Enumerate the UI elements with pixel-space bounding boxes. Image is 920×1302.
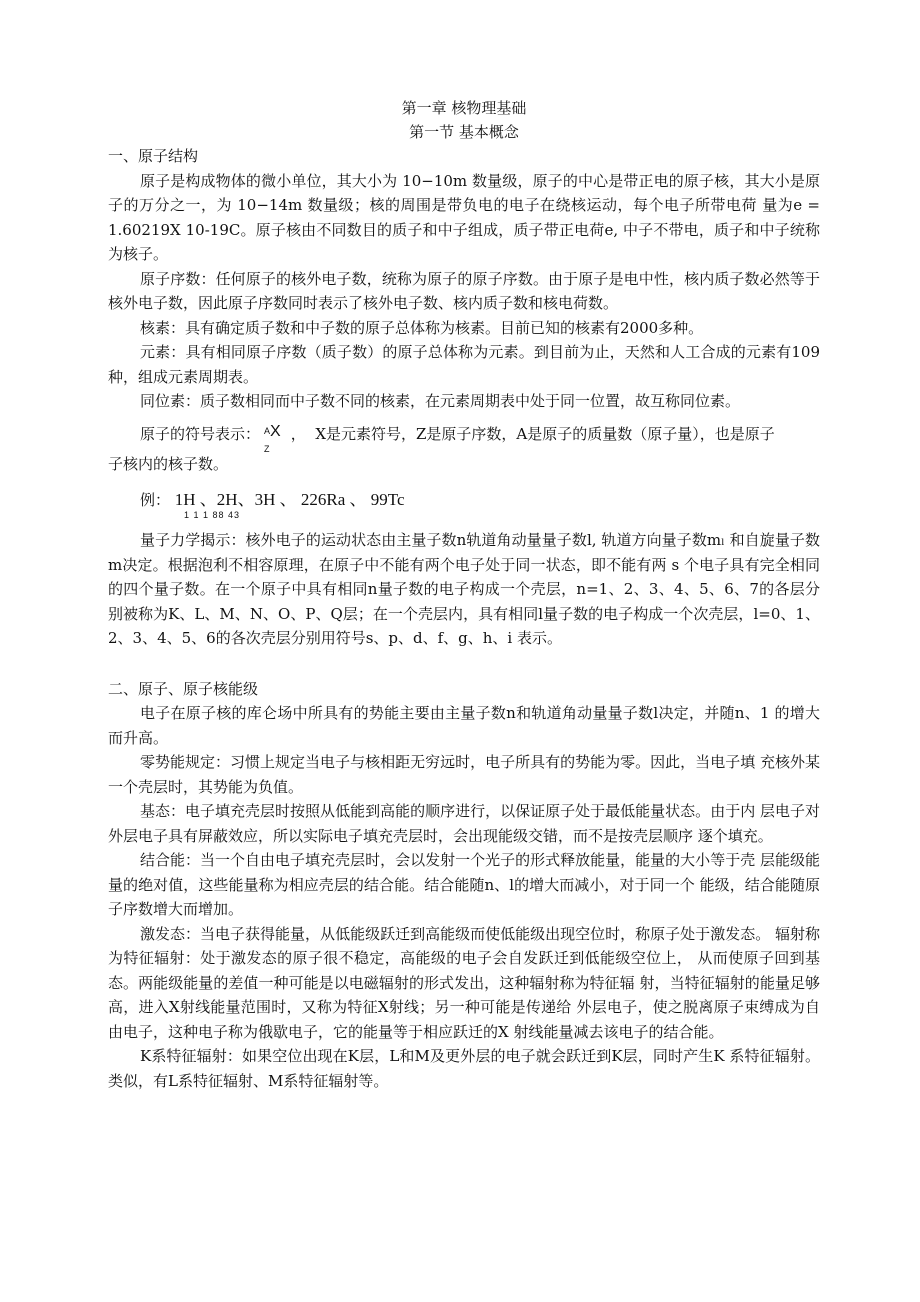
example-prefix: 例： bbox=[140, 491, 175, 509]
paragraph-binding-energy: 结合能：当一个自由电子填充壳层时，会以发射一个光子的形式释放能量，能量的大小等于壳 层能级能量的绝对值，这些能量称为相应壳层的结合能。结合能随n、l的增大而减小，对于同一个 能级，结合能随原子序数增大而增加。 bbox=[108, 851, 820, 918]
mass-number-label: A bbox=[264, 425, 271, 436]
heading-atomic-structure: 一、原子结构 bbox=[108, 147, 199, 165]
section-title: 第一节 基本概念 bbox=[409, 123, 519, 141]
paragraph-energy: 电子在原子核的库仑场中所具有的势能主要由主量子数n和轨道角动量量子数l决定，并随n、1 的增大而升高。 bbox=[108, 704, 820, 747]
atomic-number-label: Z bbox=[264, 443, 270, 454]
element-symbol-label: X bbox=[270, 422, 281, 440]
symbol-prefix: 原子的符号表示： bbox=[140, 424, 261, 443]
paragraph-atom: 原子是构成物体的微小单位，其大小为 10−10m 数量级，原子的中心是带正电的原子核，其大小是原子的万分之一，为 10−14m 数量级；核的周围是带负电的电子在绕核运动，每个电子所带电荷 量为e = 1.60219X 10-19C。原子核由不同数目的质子和中子组成，质子带正电荷e, 中子不带电，质子和中子统称为核子。 bbox=[108, 171, 820, 263]
paragraph-element: 元素：具有相同原子序数（质子数）的原子总体称为元素。到目前为止，天然和人工合成的元素有109种，组成元素周期表。 bbox=[108, 343, 820, 386]
paragraph-k-series: K系特征辐射：如果空位出现在K层，L和M及更外层的电子就会跃迁到K层，同时产生K 系特征辐射。类似，有L系特征辐射、M系特征辐射等。 bbox=[108, 1047, 820, 1090]
chapter-title: 第一章 核物理基础 bbox=[401, 99, 527, 117]
example-atomic-numbers: 1 1 1 88 43 bbox=[184, 510, 241, 520]
paragraph-nuclide: 核素：具有确定质子数和中子数的原子总体称为核素。目前已知的核素有2000多种。 bbox=[140, 318, 704, 337]
symbol-description: ， X是元素符号，Z是原子序数，A是原子的质量数（原子量），也是原子 bbox=[286, 424, 775, 443]
paragraph-excited-state: 激发态：当电子获得能量，从低能级跃迁到高能级而使低能级出现空位时，称原子处于激发态。 辐射称为特征辐射：处于激发态的原子很不稳定，高能级的电子会自发跃迁到低能级空位上， 从而使原子回到基态。两能级能量的差值一种可能是以电磁辐射的形式发出，这种辐射称为特征辐 射，当特征辐射的能量足够高，进入X射线能量范围时，又称为特征X射线；另一种可能是传递给 外层电子，使之脱离原子束缚成为自由电子，这种电子称为俄歇电子，它的能量等于相应跃迁的X 射线能量减去该电子的结合能。 bbox=[108, 924, 820, 1041]
paragraph-isotope: 同位素：质子数相同而中子数不同的核素，在元素周期表中处于同一位置，故互称同位素。 bbox=[140, 392, 741, 410]
example-nuclides: 1H 、2H、3H 、 226Ra 、 99Tc bbox=[174, 490, 405, 509]
document-page bbox=[108, 96, 820, 1093]
paragraph-zero-potential: 零势能规定：习惯上规定当电子与核相距无穷远时，电子所具有的势能为零。因此，当电子填 充核外某一个壳层时，其势能为负值。 bbox=[108, 753, 820, 796]
paragraph-atomic-number: 原子序数：任何原子的核外电子数，统称为原子的原子序数。由于原子是电中性，核内质子数必然等于核外电子数，因此原子序数同时表示了核外电子数、核内质子数和核电荷数。 bbox=[108, 269, 820, 312]
symbol-continuation: 子核内的核子数。 bbox=[108, 454, 229, 473]
paragraph-ground-state: 基态：电子填充壳层时按照从低能到高能的顺序进行，以保证原子处于最低能量状态。由于内 层电子对外层电子具有屏蔽效应，所以实际电子填充壳层时，会出现能级交错，而不是按壳层顺序 逐个填充。 bbox=[108, 802, 820, 845]
example-line bbox=[108, 488, 820, 528]
heading-energy-levels: 二、原子、原子核能级 bbox=[108, 679, 259, 698]
nuclide-notation bbox=[264, 422, 282, 458]
paragraph-quantum: 量子力学揭示：核外电子的运动状态由主量子数n轨道角动量量子数l, 轨道方向量子数mₗ 和自旋量子数m决定。根据泡利不相容原理，在原子中不能有两个电子处于同一状态，即不能有两 s 个电子具有完全相同的四个量子数。在一个原子中具有相同n量子数的电子构成一个壳层，n=1、2、3、4、5、6、7的各层分别被称为K、L、M、N、O、P、Q层；在一个壳层内，具有相同l量子数的电子构成一个次壳层，l=0、1、2、3、4、5、6的各次壳层分别用符号s、p、d、f、g、h、i 表示。 bbox=[108, 531, 820, 647]
